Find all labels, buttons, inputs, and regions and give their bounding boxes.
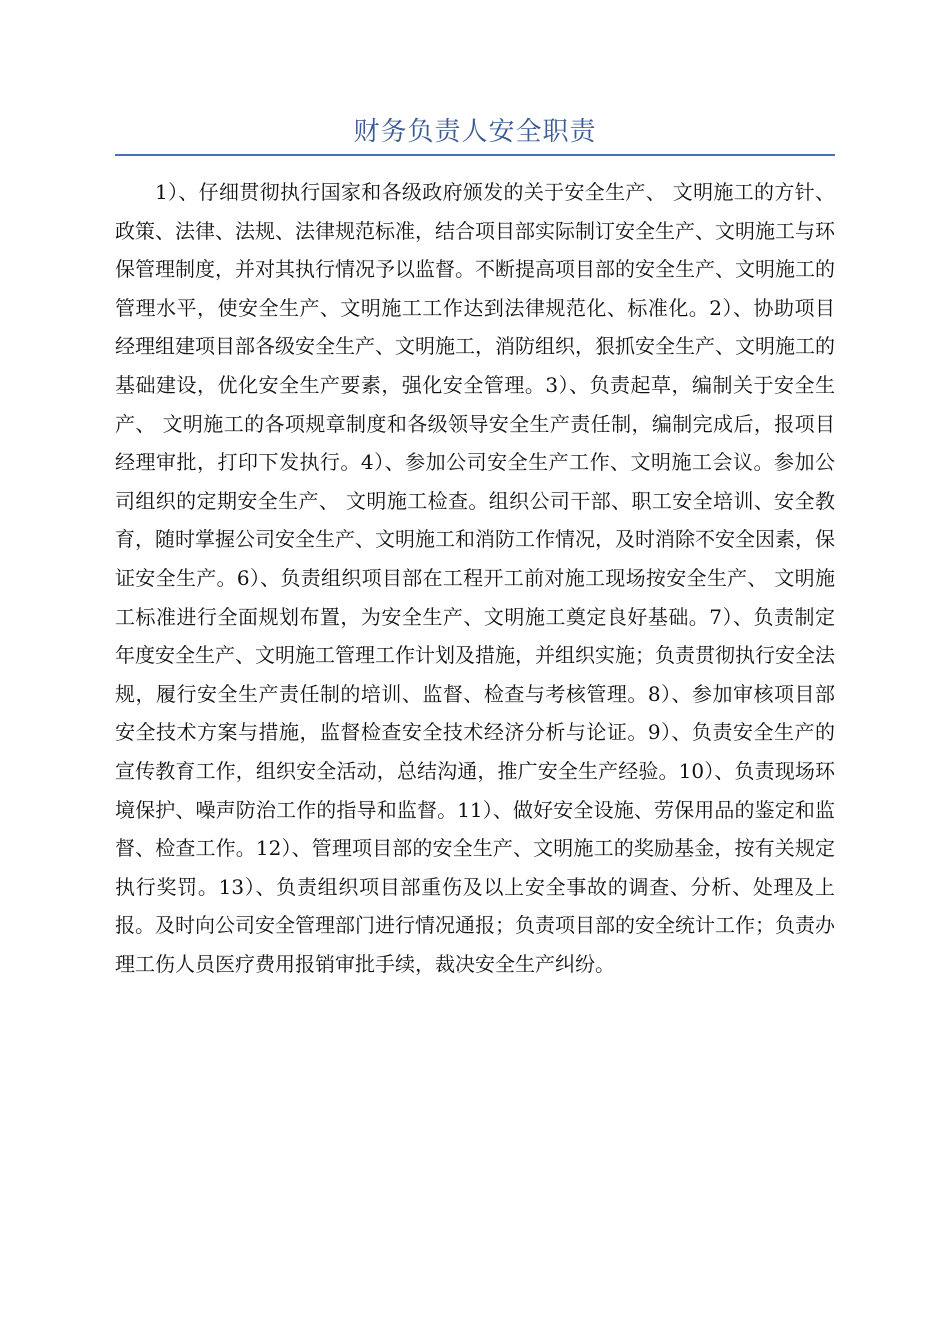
title-underline: [115, 154, 835, 156]
document-title: 财务负责人安全职责: [353, 117, 597, 147]
body-paragraph: 1）、仔细贯彻执行国家和各级政府颁发的关于安全生产、 文明施工的方针、政策、法律、法规、法律规范标准，结合项目部实际制订安全生产、文明施工与环保管理制度，并对其执行情况予以监督。不断提高项目部的安全生产、文明施工的管理水平，使安全生产、文明施工工作达到法律规范化、标准化。2）、协助项目经理组建项目部各级安全生产、文明施工，消防组织，狠抓安全生产、文明施工的基础建设，优化安全生产要素，强化安全管理。3）、负责起草，编制关于安全生产、 文明施工的各项规章制度和各级领导安全生产责任制，编制完成后，报项目经理审批，打印下发执行。4）、参加公司安全生产工作、文明施工会议。参加公司组织的定期安全生产、 文明施工检查。组织公司干部、职工安全培训、安全教育，随时掌握公司安全生产、文明施工和消防工作情况，及时消除不安全因素，保证安全生产。6）、负责组织项目部在工程开工前对施工现场按安全生产、 文明施工标准进行全面规划布置，为安全生产、文明施工奠定良好基础。7）、负责制定年度安全生产、文明施工管理工作计划及措施，并组织实施；负责贯彻执行安全法规，履行安全生产责任制的培训、监督、检查与考核管理。8）、参加审核项目部安全技术方案与措施，监督检查安全技术经济分析与论证。9）、负责安全生产的宣传教育工作，组织安全活动，总结沟通，推广安全生产经验。10）、负责现场环境保护、噪声防治工作的指导和监督。11）、做好安全设施、劳保用品的鉴定和监督、检查工作。12）、管理项目部的安全生产、文明施工的奖励基金，按有关规定执行奖罚。13）、负责组织项目部重伤及以上安全事故的调查、分析、处理及上报。及时向公司安全管理部门进行情况通报；负责项目部的安全统计工作；负责办理工伤人员医疗费用报销审批手续，裁决安全生产纠纷。: [115, 180, 835, 976]
